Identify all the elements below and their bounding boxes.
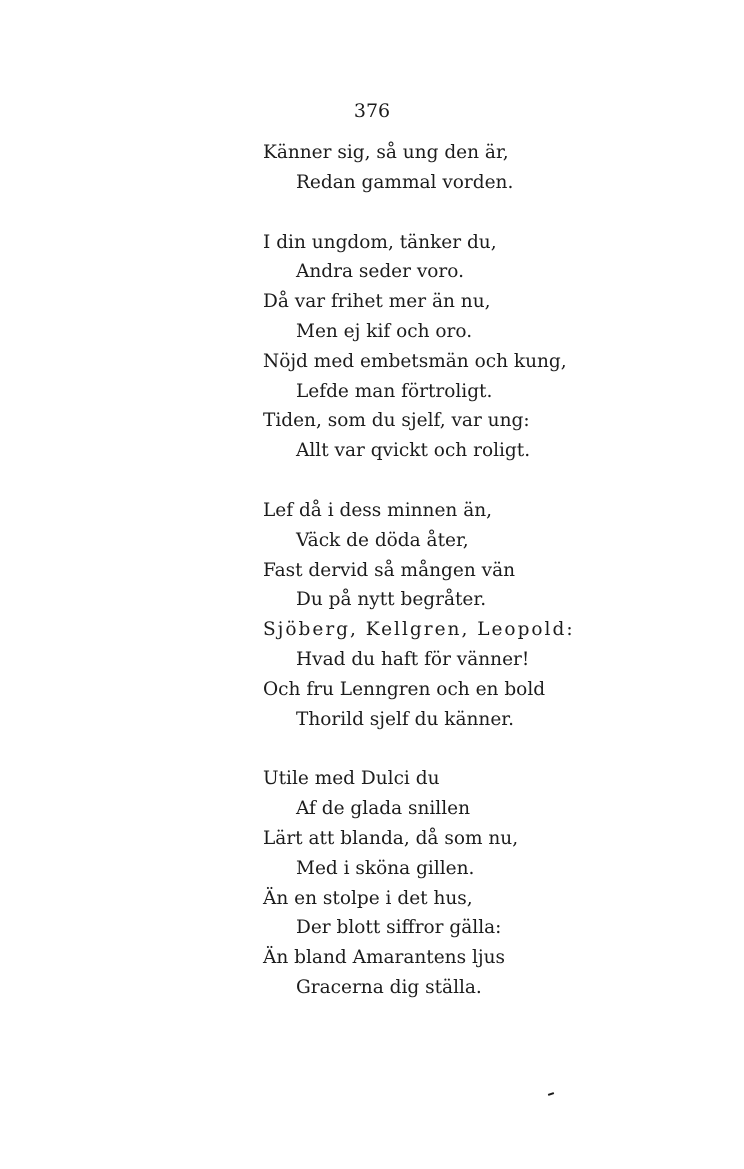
poem-line: Andra seder voro.	[296, 261, 464, 283]
poem-line: Än bland Amarantens ljus	[263, 947, 506, 969]
poem-line: Af de glada snillen	[296, 798, 470, 820]
poem-line: Lärt att blanda, då som nu,	[263, 827, 519, 849]
poem-line: Nöjd med embetsmän och kung,	[263, 350, 567, 372]
poem-text	[263, 138, 703, 1003]
poem-line: Sjöberg, Kellgren, Leopold:	[263, 619, 575, 641]
stanza	[263, 228, 703, 466]
stanza-gap	[263, 734, 703, 764]
poem-line: Än en stolpe i det hus,	[263, 887, 473, 909]
poem-line: Men ej kif och oro.	[296, 320, 473, 342]
stanza-gap	[263, 466, 703, 496]
stanza	[263, 138, 703, 198]
poem-line: Thorild sjelf du känner.	[296, 708, 514, 730]
poem-line: Med i sköna gillen.	[296, 857, 475, 879]
poem-line: Allt var qvickt och roligt.	[296, 440, 531, 462]
poem-line: Gracerna dig ställa.	[296, 976, 482, 998]
poem-line: Utile med Dulci du	[263, 768, 440, 790]
poem-line: Du på nytt begråter.	[296, 589, 487, 611]
stanza	[263, 764, 703, 1002]
poem-line: Och fru Lenngren och en bold	[263, 678, 546, 700]
poem-line: Redan gammal vorden.	[296, 171, 514, 193]
poem-line: Lefde man förtroligt.	[296, 380, 493, 402]
poem-line: Då var frihet mer än nu,	[263, 291, 491, 313]
poem-line: Der blott siffror gälla:	[296, 917, 502, 939]
poem-line: Känner sig, så ung den är,	[263, 142, 509, 163]
page-number: 376	[353, 100, 391, 122]
poem-line: Hvad du haft för vänner!	[296, 648, 530, 670]
poem-line: Tiden, som du sjelf, var ung:	[263, 410, 530, 432]
poem-line: Lef då i dess minnen än,	[263, 499, 493, 521]
stanza	[263, 496, 703, 734]
poem-line: Väck de döda åter,	[296, 529, 469, 551]
poem-line: I din ungdom, tänker du,	[263, 231, 497, 253]
poem-line: Fast dervid så mången vän	[263, 559, 516, 581]
stanza-gap	[263, 198, 703, 228]
ink-speck	[548, 1092, 554, 1096]
